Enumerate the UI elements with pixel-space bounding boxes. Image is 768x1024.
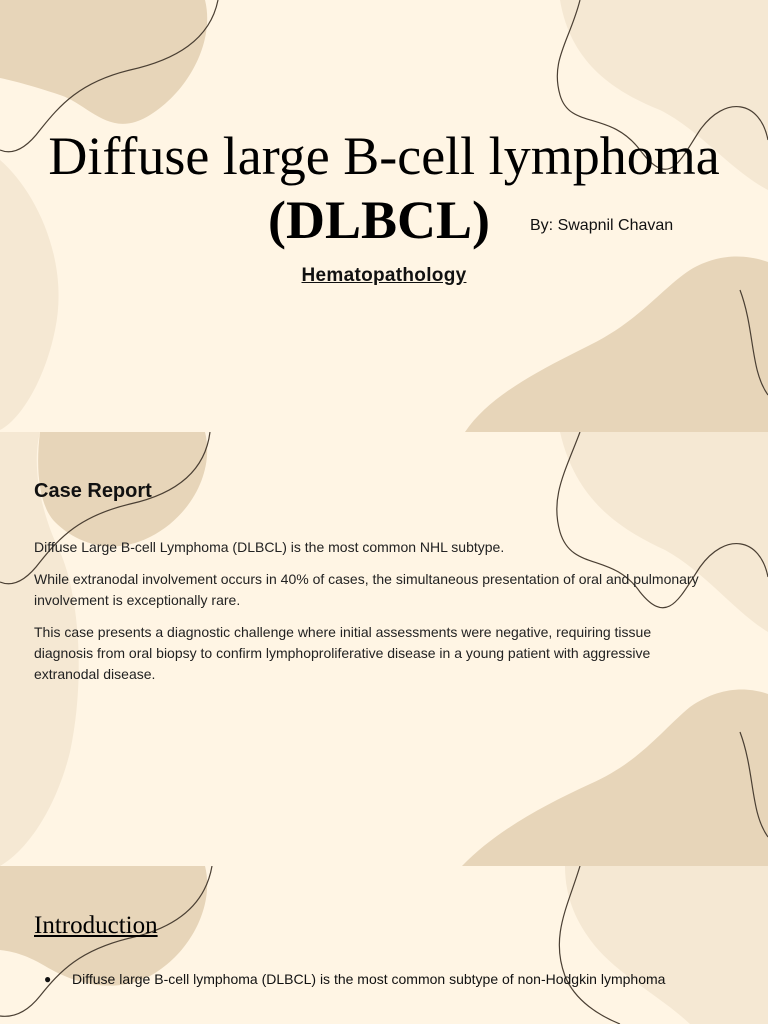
author-byline: By: Swapnil Chavan — [530, 217, 674, 234]
list-item — [34, 969, 714, 989]
case-paragraph-1: Diffuse Large B-cell Lymphoma (DLBCL) is the most common NHL subtype. — [34, 539, 505, 555]
slide-title — [0, 0, 768, 432]
slide-case-report — [0, 432, 768, 866]
case-paragraph-2: While extranodal involvement occurs in 40% of cases, the simultaneous presentation of oral and pulmonary involvement is exceptionally rare. — [34, 571, 699, 608]
blob-left-pale — [0, 160, 59, 430]
introduction-heading: Introduction — [34, 912, 158, 939]
case-report-heading: Case Report — [34, 480, 152, 502]
slide-introduction — [0, 866, 768, 1024]
title-line-1: Diffuse large B-cell lymphoma — [48, 126, 720, 186]
title-line-2: (DLBCL) — [268, 190, 491, 250]
bullet-icon: ● — [44, 972, 52, 986]
decorative-background — [0, 866, 768, 1024]
blob-top-left — [0, 0, 207, 124]
bullet-text: Diffuse large B-cell lymphoma (DLBCL) is the most common subtype of non-Hodgkin lymphoma — [72, 971, 666, 987]
blob-top-right-pale — [565, 866, 768, 1024]
case-report-body — [34, 537, 714, 696]
slide-subtitle: Hematopathology — [301, 265, 467, 286]
case-paragraph-3: This case presents a diagnostic challenge where initial assessments were negative, requiring tissue diagnosis from oral biopsy to confirm lymphoproliferative disease in a young patient with aggressive extranodal disease. — [34, 624, 652, 682]
blob-bottom-right — [462, 689, 768, 866]
introduction-bullet-list — [34, 969, 714, 989]
